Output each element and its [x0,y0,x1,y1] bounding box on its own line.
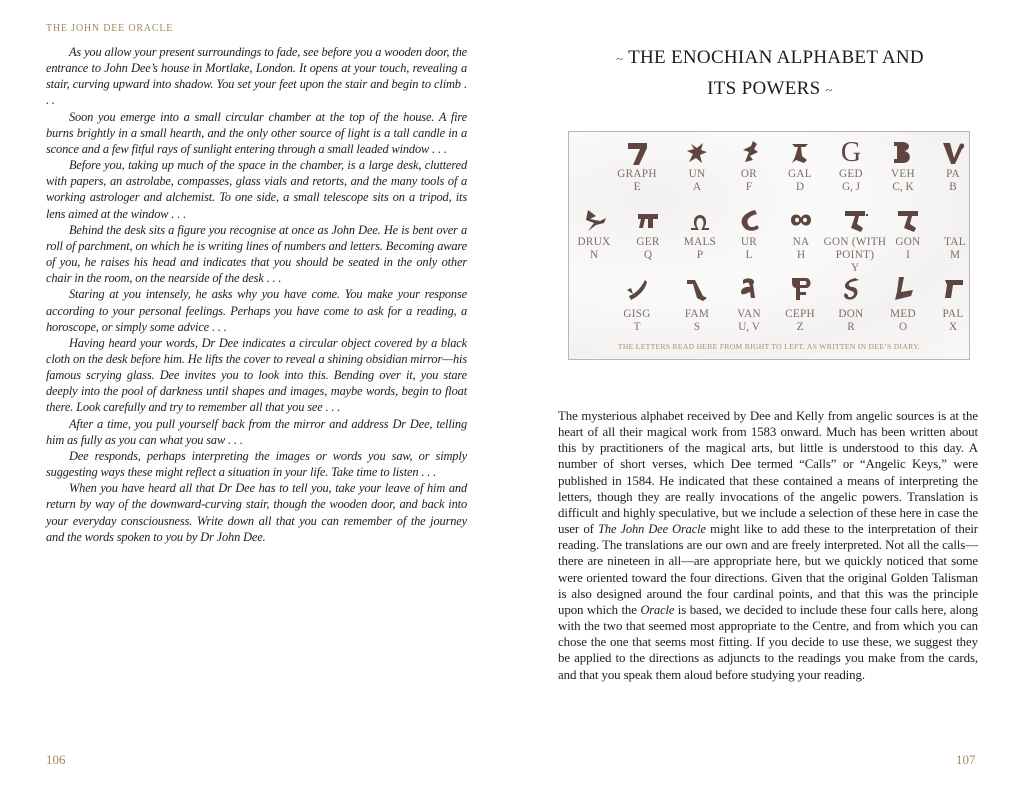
body-part-1: The mysterious alphabet received by Dee and Kelly from angelic sources is at the heart of all their magical work from 1583 onward. Much has been written about this by practitioners of the magical arts, but little is understood to this day. A number of short verses, which Dee termed “Calls” or “Angelic Keys,” were published in 1584. He indicated that these contained a means of interpreting the letters, though they are really invocations of the angelic powers. Translation is difficult and highly speculative, but we include a selection of these here in case the user of [558,409,978,537]
chapter-title [580,43,960,105]
alphabet-cell [672,202,728,262]
latin-equivalent: D [795,181,805,193]
latin-equivalent: X [948,321,958,333]
letter-name: GAL [788,168,812,180]
alphabet-cell [925,138,981,194]
book-title: The John Dee Oracle [598,522,706,537]
letter-name: GED [839,168,863,180]
letter-name: PA [946,168,960,180]
tal-glyph-icon [927,206,983,236]
title-tilde: ~ [616,51,624,66]
alphabet-cell [721,138,777,194]
oracle-word: Oracle [640,602,675,617]
paragraph: Having heard your words, Dr Dee indicates a circular object covered by a black cloth on the desk before him. He lifts the cover to reveal a shining obsidian mirror—his famous scrying glass. Dee invites you to look into this. Bending over it, you stare deeply into the pool of darkness until shapes and images, maybe words, begin to float there. Look carefully and try to remember all that you see . . . [46,335,467,415]
letter-name: GER [636,236,660,248]
latin-equivalent: U, V [738,321,760,333]
alphabet-cell [925,270,981,334]
latin-equivalent: F [745,181,753,193]
letter-name: DRUX [577,236,611,248]
alphabet-cell [566,202,622,262]
letter-name: GON (WITH [823,236,887,248]
latin-equivalent: B [949,181,957,193]
pa-glyph-icon [925,138,981,168]
latin-equivalent: Z [796,321,804,333]
letter-name: DON [838,308,864,320]
latin-equivalent: A [692,181,702,193]
left-page-text [46,44,467,545]
letter-name: CEPH [785,308,815,320]
or-glyph-icon [721,138,777,168]
body-part-3: is based, we decided to include these four calls here, along with the two that seemed most appropriate to the Centre, and from which you can chose the one that seems most fitting. If you decide to use these, we suggest they be applied to the directions as adjuncts to the readings you make from the cards, and that you speak them aloud before studying your reading. [558,602,978,682]
latin-equivalent: E [633,181,641,193]
alphabet-cell [620,202,676,262]
letter-name: UN [688,168,706,180]
alphabet-cell [721,202,777,262]
letter-name: FAM [684,308,710,320]
alphabet-cell [927,202,983,262]
alphabet-cell [721,270,777,334]
latin-equivalent: Q [643,249,653,261]
letter-name: PAL [942,308,964,320]
letter-name: UR [740,236,758,248]
letter-name: VAN [737,308,761,320]
alphabet-cell [609,138,665,194]
letter-name: GISG [623,308,651,320]
ger-glyph-icon [620,206,676,236]
page-number-left: 106 [46,752,66,767]
mals-glyph-icon [672,206,728,236]
paragraph: Staring at you intensely, he asks why you have come. You make your response according to your personal feelings. Perhaps you have come to ask for a reading, a horoscope, or simply some advice . . . [46,287,467,334]
paragraph: Soon you emerge into a small circular chamber at the top of the house. A fire burns brightly in a small hearth, and the only other source of light is a tall candle in a sconce and a few fitful rays of sunlight entering through a small leaded window . . . [46,109,467,156]
latin-equivalent: G, J [841,181,861,193]
right-page-text [558,408,978,683]
alphabet-cell [772,270,828,334]
latin-equivalent: C, K [892,181,914,193]
letter-name: GON [895,236,921,248]
alphabet-cell [772,138,828,194]
latin-equivalent: P [696,249,704,261]
paragraph: After a time, you pull yourself back from the mirror and address Dr Dee, telling him as fully as you can what you saw . . . [46,416,467,447]
alphabet-cell [609,270,665,334]
don-glyph-icon [823,274,879,308]
letter-name: GRAPH [617,168,657,180]
latin-equivalent: R [847,321,855,333]
gal-glyph-icon [772,138,828,168]
letter-name: VEH [891,168,915,180]
latin-equivalent: M [950,249,960,261]
letter-name: OR [740,168,758,180]
letter-name: NA [792,236,810,248]
pal-glyph-icon [925,274,981,308]
fam-glyph-icon [669,274,725,308]
latin-equivalent: I [906,249,910,261]
ged-glyph-icon: G [840,137,862,168]
un-glyph-icon [669,138,725,168]
title-line-2: ITS POWERS [707,78,821,99]
latin-equivalent: Y [850,262,860,274]
paragraph: Before you, taking up much of the space in the chamber, is a large desk, cluttered with papers, an astrolabe, compasses, glass vials and retorts, and the many tools of a working astrologer and alchemist. To one side, a small telescope sits on a tripod, its lens aimed at the window . . . [46,158,467,221]
alphabet-cell [823,270,879,334]
latin-equivalent: L [745,249,753,261]
ceph-glyph-icon [772,274,828,308]
body-part-2: might like to add these to the interpretation of their reading. The translations are our own and are freely interpreted. Not all the calls—there are nineteen in all—are appropriate here, but we quickly noticed that some were oriented toward the four directions. Given that the original Golden Talisman is also designed around the four cardinal points, and that this was the principle upon which the [558,522,978,617]
running-head: THE JOHN DEE ORACLE [46,23,174,34]
title-line-1: THE ENOCHIAN ALPHABET AND [628,47,924,68]
gisg-glyph-icon [609,274,665,308]
alphabet-cell [669,270,725,334]
van-glyph-icon [721,274,777,308]
med-glyph-icon [875,274,931,308]
letter-name: MALS [683,236,717,248]
latin-equivalent: H [796,249,806,261]
latin-equivalent: N [589,249,599,261]
veh-glyph-icon [875,138,931,168]
paragraph: When you have heard all that Dr Dee has to tell you, take your leave of him and return by way of the downward-curving stair, though the wooden door, and back into your everyday consciousness. Write down all that you can remember of the journey and the words spoken to you by Dr John Dee. [46,481,467,544]
latin-equivalent: T [633,321,641,333]
paragraph [558,408,978,683]
ur-glyph-icon [721,206,777,236]
letter-name-continued: POINT) [835,249,875,261]
alphabet-cell [823,138,879,194]
paragraph: Behind the desk sits a figure you recognise at once as John Dee. He is bent over a roll of parchment, on which he is writing lines of numbers and letters. Becoming aware of you, he raises his head and indicates that you should be seated in the only other chair in the room, on the nearside of the desk . . . [46,222,467,286]
latin-equivalent: O [898,321,908,333]
letter-name: TAL [944,236,966,248]
title-tilde: ~ [825,82,833,97]
alphabet-caption: THE LETTERS READ HERE FROM RIGHT TO LEFT, AS WRITTEN IN DEE’S DIARY. [617,342,921,351]
alphabet-cell [669,138,725,194]
drux-glyph-icon [566,206,622,236]
alphabet-cell [875,138,931,194]
paragraph: As you allow your present surroundings to fade, see before you a wooden door, the entrance to John Dee’s house in Mortlake, London. It opens at your touch, revealing a stair, curving upward into shadow. You set your feet upon the stair and begin to climb . . . [46,45,467,108]
latin-equivalent: S [693,321,701,333]
letter-name: MED [890,308,916,320]
alphabet-cell [875,270,931,334]
page-number-right: 107 [956,752,976,767]
graph-glyph-icon [609,138,665,168]
enochian-alphabet-table [568,131,970,360]
paragraph: Dee responds, perhaps interpreting the images or words you saw, or simply suggesting ways these might reflect a situation in your life. Take time to listen . . . [46,448,467,480]
